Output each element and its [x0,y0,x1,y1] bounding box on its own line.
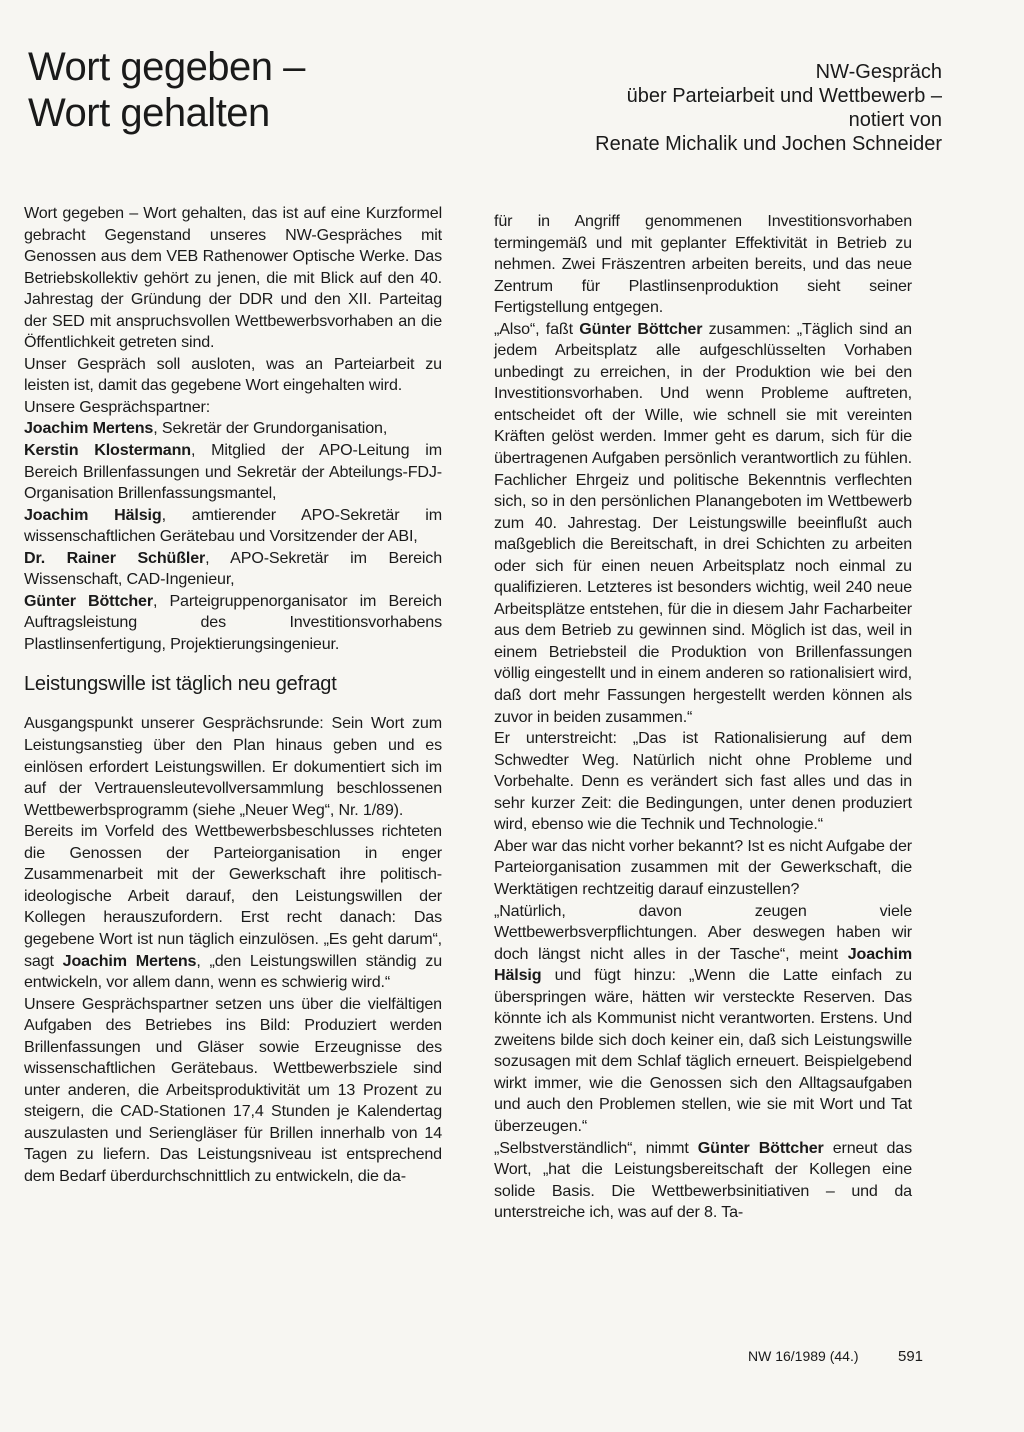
body-paragraph: Unsere Gesprächspartner setzen uns über die vielfältigen Aufgaben des Betriebes ins Bild: Produziert werden Brillenfassungen und Gläser sowie Erzeugnisse des wissenschaftlichen Gerätebaus. Wettbewerbsziele sind unter anderen, die Arbeitsproduktivität um 13 Prozent zu steigern, die CAD-Stationen 17,4 Stunden je Kalendertag auszulasten und Seriengläser für Brillen innerhalb von 14 Tagen zu liefern. Das Leistungsniveau ist entsprechend dem Bedarf überdurchschnittlich zu entwickeln, die da- [24,994,442,1185]
article-subtitle [595,60,942,156]
left-column [24,203,442,1188]
text-run: „Selbstverständlich“, nimmt [494,1138,698,1157]
partner-entry [24,548,442,591]
speaker-name: Günter Böttcher [579,319,703,338]
text-run: erneut das Wort, „hat die Leistungsbereitschaft der Kollegen eine solide Basis. Die Wettbewerbsinitiativen – und da unterstreiche ich, was auf der 8. Ta- [494,1138,912,1222]
page-footer [748,1348,923,1365]
text-run: , „den Leistungswillen ständig zu entwickeln, vor allem dann, wenn es schwierig wird.“ [24,951,442,992]
body-paragraph: Er unterstreicht: „Das ist Rationalisierung auf dem Schwedter Weg. Natürlich nicht ohne Probleme und Vorbehalte. Denn es verändert sich fast alles und das in sehr kurzer Zeit: die Bedingungen, unter denen produziert wird, ebenso wie die Technik und Technologie.“ [494,729,912,834]
article-title [28,44,305,136]
text-run: „Natürlich, davon zeugen viele Wettbewerbsverpflichtungen. Aber deswegen haben wir doch längst nicht alles in der Tasche“, meint [494,901,912,963]
speaker-name: Günter Böttcher [697,1138,824,1157]
body-paragraph [24,821,442,993]
subtitle-line: NW-Gespräch [815,61,942,83]
partner-entry [24,440,442,505]
speaker-name: Joachim Mertens [62,951,197,970]
section-heading: Leistungswille ist täglich neu gefragt [24,673,337,696]
partner-role: , Parteigruppenorganisator im Bereich Auftragsleistung des Investitionsvorhabens Plastlinsenfertigung, Projektierungsingenieur. [24,591,442,653]
partner-entry [24,505,442,548]
partner-role: , amtierender APO-Sekretär im wissenschaftlichen Gerätebau und Vorsitzender der ABI, [24,505,442,546]
purpose-paragraph: Unser Gespräch soll ausloten, was an Parteiarbeit zu leisten ist, damit das gegebene Wort eingehalten wird. [24,354,442,395]
subtitle-line: über Parteiarbeit und Wettbewerb – [626,85,942,107]
issue-label: NW 16/1989 (44.) [748,1348,859,1364]
text-run: und fügt hinzu: „Wenn die Latte einfach zu überspringen wäre, hätten wir versteckte Reserven. Das könnte ich als Kommunist nicht verantworten. Erstens. Und zweitens bilde sich doch keiner ein, daß sich Leistungswille sozusagen mit dem Schlaf täglich erneuert. Beispielgebend wirkt immer, wie die Genossen sich den Alltagsaufgaben und auch den Problemen stellen, wie sie mit Wort und Tat überzeugen.“ [494,966,912,1135]
title-line: Wort gegeben – [28,45,305,89]
text-run: zusammen: „Täglich sind an jedem Arbeitsplatz alle aufgeschlüsselten Vorhaben unbedingt zu erreichen, in der Produktion wie bei den Investitionsvorhaben. Und wenn Probleme auftreten, entscheidet oft der Wille, wie schnell sie mit vereinten Kräften gelöst werden. Immer geht es darum, sich für die übertragenen Aufgaben persönlich verantwortlich zu fühlen. Fachlicher Ehrgeiz und politische Bekenntnis verflechten sich, so in den persönlichen Planangeboten im Wettbewerb zum 40. Jahrestag. Der Leistungswille beeinflußt auch maßgeblich die Bereitschaft, in drei Schichten zu arbeiten oder sich für einen neuen Arbeitsplatz noch einmal zu qualifizieren. Letzteres ist besonders wichtig, weil 240 neue Arbeitsplätze entstehen, für die in diesem Jahr Facharbeiter aus dem Betrieb zu gewinnen sind. Möglich ist das, weil in einem Betriebsteil die Produktion von Brillenfassungen völlig eingestellt und in einem anderen so rationalisiert wird, daß dort mehr Fassungen hergestellt werden können als zuvor in beiden zusammen.“ [494,319,912,726]
body-paragraph: für in Angriff genommenen Investitionsvorhaben termingemäß und mit geplanter Effektivität in Betrieb zu nehmen. Zwei Fräszentren arbeiten bereits, und das neue Zentrum für Plastlinsenproduktion sieht seiner Fertigstellung entgegen. [494,212,912,317]
intro-paragraph: Wort gegeben – Wort gehalten, das ist auf eine Kurzformel gebracht Gegenstand unseres NW-Gespräches mit Genossen aus dem VEB Rathenower Optische Werke. Das Betriebskollektiv gehört zu jenen, die mit Blick auf den 40. Jahrestag der Gründung der DDR und den XII. Parteitag der SED mit anspruchsvollen Wettbewerbsvorhaben an die Öffentlichkeit getreten sind. [24,204,442,352]
partner-name: Joachim Hälsig [24,505,162,524]
partner-entry [24,591,442,656]
page-number: 591 [898,1348,924,1365]
partner-entry [24,418,442,440]
partner-role: , Mitglied der APO-Leitung im Bereich Brillenfassungen und Sekretär der Abteilungs-FDJ-Organisation Brillenfassungsmantel, [24,441,442,503]
partners-label: Unsere Gesprächspartner: [24,397,211,416]
subtitle-line: Renate Michalik und Jochen Schneider [595,133,942,155]
partner-name: Günter Böttcher [24,591,153,610]
partner-role: , Sekretär der Grundorganisation, [153,419,388,438]
subtitle-line: notiert von [848,109,942,131]
partner-name: Kerstin Klostermann [24,441,191,460]
body-paragraph [494,901,912,1138]
text-run: „Also“, faßt [494,319,580,338]
body-paragraph: Aber war das nicht vorher bekannt? Ist es nicht Aufgabe der Parteiorganisation zusammen mit der Gewerkschaft, die Werktätigen rechtzeitig darauf einzustellen? [494,836,912,898]
partner-name: Joachim Mertens [24,419,154,438]
body-paragraph [494,1138,912,1224]
body-paragraph [494,319,912,728]
text-run: Bereits im Vorfeld des Wettbewerbsbeschlusses richteten die Genossen der Parteiorganisation in enger Zusammenarbeit mit der Gewerkschaft ihre politisch-ideologische Arbeit darauf, den Leistungswillen der Kollegen herauszufordern. Erst recht danach: Das gegebene Wort ist nun täglich einzulösen. „Es geht darum“, sagt [24,822,442,970]
partner-role: , APO-Sekretär im Bereich Wissenschaft, CAD-Ingenieur, [24,548,443,589]
speaker-name: Joachim Hälsig [494,944,912,985]
partner-name: Dr. Rainer Schüßler [24,548,206,567]
title-line: Wort gehalten [28,91,270,135]
right-column [494,211,912,1224]
body-paragraph: Ausgangspunkt unserer Gesprächsrunde: Sein Wort zum Leistungsanstieg über den Plan hinaus geben und es einlösen erfordert Leistungswillen. Er dokumentiert sich im auf der Vertrauensleutevollversammlung beschlossenen Wettbewerbsprogramm (siehe „Neuer Weg“, Nr. 1/89). [24,714,442,819]
